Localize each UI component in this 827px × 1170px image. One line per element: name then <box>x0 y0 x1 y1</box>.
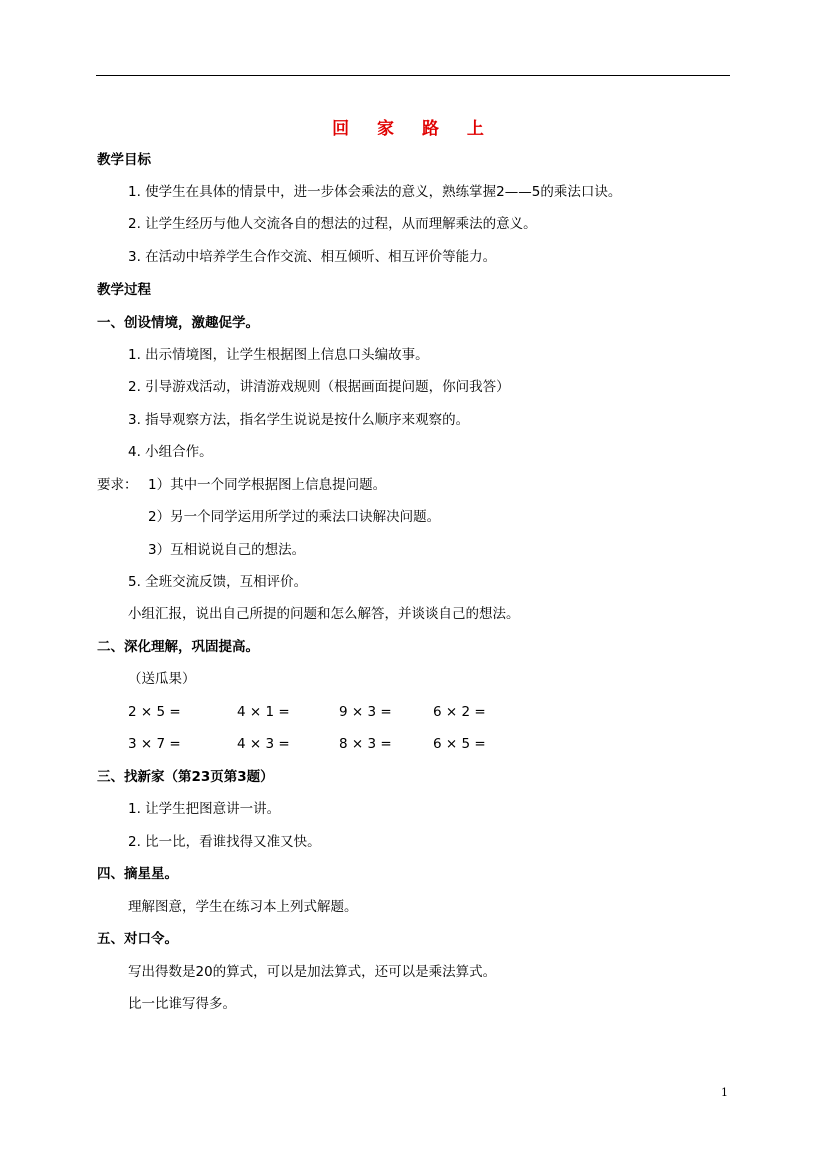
section-1-item-5: 5. 全班交流反馈，互相评价。 <box>128 574 308 590</box>
section-2-heading: 二、深化理解，巩固提高。 <box>97 639 259 655</box>
equation: 6 × 2 = <box>433 704 486 720</box>
section-4-heading: 四、摘星星。 <box>97 866 178 882</box>
equation: 4 × 3 = <box>237 736 290 752</box>
equation: 2 × 5 = <box>128 704 181 720</box>
section-3-heading: 三、找新家（第23页第3题） <box>97 769 274 785</box>
section-4-text: 理解图意，学生在练习本上列式解题。 <box>128 899 358 915</box>
requirement-label: 要求： <box>97 477 138 493</box>
section-1-item-2: 2. 引导游戏活动，讲清游戏规则（根据画面提问题，你问我答） <box>128 379 510 395</box>
section-1-heading: 一、创设情境，激趣促学。 <box>97 315 259 331</box>
section-1-item-4: 4. 小组合作。 <box>128 444 213 460</box>
goal-item-3: 3. 在活动中培养学生合作交流、相互倾听、相互评价等能力。 <box>128 249 497 265</box>
section-1-item-1: 1. 出示情境图，让学生根据图上信息口头编故事。 <box>128 347 429 363</box>
requirement-1: 1）其中一个同学根据图上信息提问题。 <box>148 477 387 493</box>
document-title: 回 家 路 上 <box>332 119 495 139</box>
section-3-item-1: 1. 让学生把图意讲一讲。 <box>128 801 281 817</box>
section-5-heading: 五、对口令。 <box>97 931 178 947</box>
page-number: 1 <box>721 1086 728 1099</box>
process-heading: 教学过程 <box>97 282 151 298</box>
header-rule <box>96 75 730 76</box>
goals-heading: 教学目标 <box>97 152 151 168</box>
equation: 9 × 3 = <box>339 704 392 720</box>
requirement-2: 2）另一个同学运用所学过的乘法口诀解决问题。 <box>148 509 441 525</box>
section-1-item-3: 3. 指导观察方法，指名学生说说是按什么顺序来观察的。 <box>128 412 470 428</box>
section-1-summary: 小组汇报，说出自己所提的问题和怎么解答，并谈谈自己的想法。 <box>128 606 520 622</box>
goal-item-1: 1. 使学生在具体的情景中，进一步体会乘法的意义，熟练掌握2——5的乘法口诀。 <box>128 184 622 200</box>
section-5-text-1: 写出得数是20的算式，可以是加法算式，还可以是乘法算式。 <box>128 964 497 980</box>
section-5-text-2: 比一比谁写得多。 <box>128 996 236 1012</box>
equation: 3 × 7 = <box>128 736 181 752</box>
section-3-item-2: 2. 比一比，看谁找得又准又快。 <box>128 834 321 850</box>
equation: 6 × 5 = <box>433 736 486 752</box>
goal-item-2: 2. 让学生经历与他人交流各自的想法的过程，从而理解乘法的意义。 <box>128 216 537 232</box>
equation: 8 × 3 = <box>339 736 392 752</box>
equation: 4 × 1 = <box>237 704 290 720</box>
section-2-subtitle: （送瓜果） <box>128 671 196 687</box>
requirement-3: 3）互相说说自己的想法。 <box>148 542 306 558</box>
